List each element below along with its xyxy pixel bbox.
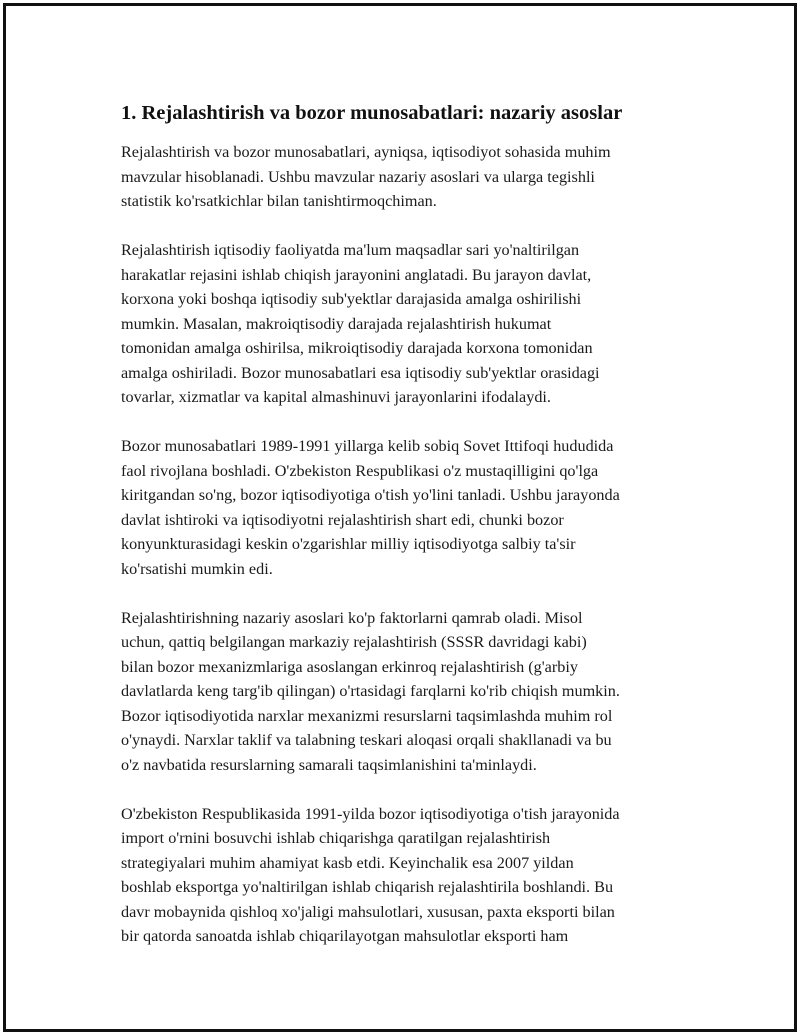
paragraph-line: harakatlar rejasini ishlab chiqish jarayonini anglatadi. Bu jarayon davlat, [121, 265, 592, 284]
paragraph-line: uchun, qattiq belgilangan markaziy rejalashtirish (SSSR davridagi kabi) [121, 633, 587, 651]
paragraph-line: statistik ko'rsatkichlar bilan tanishtirmoqchiman. [121, 192, 437, 210]
document-body [121, 100, 691, 973]
paragraph-line: Bozor iqtisodiyotida narxlar mexanizmi resurslarni taqsimlashda muhim rol [121, 706, 613, 725]
paragraph-line: strategiyalari muhim ahamiyat kasb etdi. Keyinchalik esa 2007 yildan [121, 853, 574, 872]
paragraph [121, 802, 691, 949]
paragraph-line: tomonidan amalga oshirilsa, mikroiqtisodiy darajada korxona tomonidan [121, 339, 593, 357]
paragraph-line: Rejalashtirishning nazariy asoslari ko'p faktorlarni qamrab oladi. Misol [121, 608, 583, 627]
paragraph-line: O'zbekiston Respublikasida 1991-yilda bozor iqtisodiyotiga o'tish jarayonida [121, 804, 620, 823]
paragraph-line: korxona yoki boshqa iqtisodiy sub'yektlar darajasida amalga oshirilishi [121, 290, 582, 308]
paragraph [121, 606, 691, 778]
paragraph-line: tovarlar, xizmatlar va kapital almashinuvi jarayonlarini ifodalaydi. [121, 388, 551, 406]
paragraph-line: import o'rnini bosuvchi ishlab chiqarishga qaratilgan rejalashtirish [121, 829, 551, 847]
paragraph-line: o'z navbatida resurslarning samarali taqsimlanishini ta'minlaydi. [121, 755, 537, 774]
paragraph-line: konyunkturasidagi keskin o'zgarishlar milliy iqtisodiyotga salbiy ta'sir [121, 535, 576, 553]
paragraph-line: davlatlarda keng targ'ib qilingan) o'rtasidagi farqlarni ko'rib chiqish mumkin. [121, 682, 620, 700]
paragraph-line: Rejalashtirish iqtisodiy faoliyatda ma'lum maqsadlar sari yo'naltirilgan [121, 241, 580, 259]
paragraph-line: bilan bozor mexanizmlariga asoslangan erkinroq rejalashtirish (g'arbiy [121, 657, 578, 676]
paragraph-line: davr mobaynida qishloq xo'jaligi mahsulotlari, xususan, paxta eksporti bilan [121, 902, 615, 921]
paragraph [121, 434, 691, 581]
paragraph-line: mavzular hisoblanadi. Ushbu mavzular nazariy asoslari va ularga tegishli [121, 167, 595, 186]
paragraph-line: Rejalashtirish va bozor munosabatlari, ayniqsa, iqtisodiyot sohasida muhim [121, 143, 611, 161]
paragraph-line: davlat ishtiroki va iqtisodiyotni rejalashtirish shart edi, chunki bozor [121, 510, 564, 529]
paragraph-line: ko'rsatishi mumkin edi. [121, 559, 273, 578]
paragraph [121, 238, 691, 410]
page-frame [3, 3, 797, 1032]
paragraph [121, 140, 691, 214]
section-heading: 1. Rejalashtirish va bozor munosabatlari: nazariy asoslar [121, 102, 623, 124]
paragraph-line: boshlab eksportga yo'naltirilgan ishlab chiqarish rejalashtirila boshlandi. Bu [121, 878, 614, 896]
paragraph-line: amalga oshiriladi. Bozor munosabatlari esa iqtisodiy sub'yektlar orasidagi [121, 363, 600, 382]
paragraph-container [121, 140, 691, 949]
paragraph-line: faol rivojlana boshladi. O'zbekiston Respublikasi o'z mustaqilligini qo'lga [121, 461, 599, 480]
paragraph-line: mumkin. Masalan, makroiqtisodiy darajada rejalashtirish hukumat [121, 314, 552, 333]
paragraph-line: bir qatorda sanoatda ishlab chiqarilayotgan mahsulotlar eksporti ham [121, 927, 569, 945]
paragraph-line: o'ynaydi. Narxlar taklif va talabning teskari aloqasi orqali shakllanadi va bu [121, 731, 612, 749]
paragraph-line: kiritgandan so'ng, bozor iqtisodiyotiga o'tish yo'lini tanladi. Ushbu jarayonda [121, 486, 620, 504]
paragraph-line: Bozor munosabatlari 1989-1991 yillarga kelib sobiq Sovet Ittifoqi hududida [121, 437, 614, 455]
